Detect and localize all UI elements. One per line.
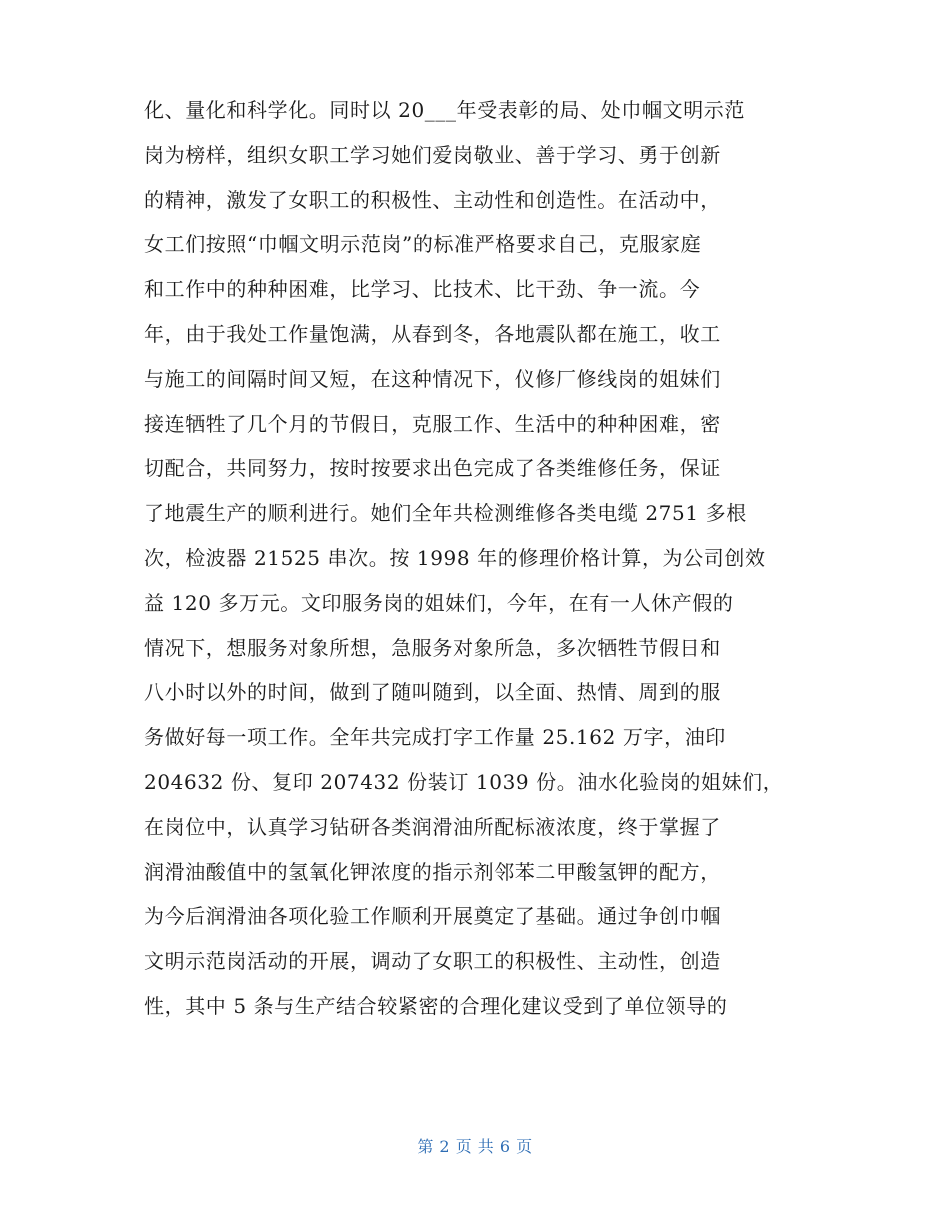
text-line: 在岗位中，认真学习钻研各类润滑油所配标液浓度，终于掌握了 [144,814,721,839]
text-line: 八小时以外的时间，做到了随叫随到，以全面、热情、周到的服 [144,680,721,705]
text-line: 了地震生产的顺利进行。她们全年共检测维修各类电缆 2751 多根 [144,501,747,526]
text-line: 接连牺牲了几个月的节假日，克服工作、生活中的种种困难，密 [144,411,721,436]
text-line: 次，检波器 21525 串次。按 1998 年的修理价格计算，为公司创效 [144,545,766,570]
text-line: 女工们按照“巾帼文明示范岗”的标准严格要求自己，克服家庭 [144,232,702,257]
text-line: 情况下，想服务对象所想，急服务对象所急，多次牺牲节假日和 [144,635,721,660]
text-line: 为今后润滑油各项化验工作顺利开展奠定了基础。通过争创巾帼 [144,904,721,929]
text-line: 务做好每一项工作。全年共完成打字工作量 25.162 万字，油印 [144,725,726,750]
text-line: 的精神，激发了女职工的积极性、主动性和创造性。在活动中， [144,187,721,212]
text-line: 204632 份、复印 207432 份装订 1039 份。油水化验岗的姐妹们， [144,769,784,794]
text-line: 岗为榜样，组织女职工学习她们爱岗敬业、善于学习、勇于创新 [144,142,721,167]
body-paragraph [144,88,824,1029]
text-line: 与施工的间隔时间又短，在这种情况下，仪修厂修线岗的姐妹们 [144,366,721,391]
text-line: 润滑油酸值中的氢氧化钾浓度的指示剂邻苯二甲酸氢钾的配方， [144,859,721,884]
text-line: 文明示范岗活动的开展，调动了女职工的积极性、主动性，创造 [144,949,721,974]
page-footer [0,1134,950,1157]
text-line: 益 120 多万元。文印服务岗的姐妹们，今年，在有一人休产假的 [144,590,734,615]
text-line: 化、量化和科学化。同时以 20___年受表彰的局、处巾帼文明示范 [144,98,746,122]
page-number: 第 2 页 共 6 页 [417,1137,533,1156]
text-line: 性，其中 5 条与生产结合较紧密的合理化建议受到了单位领导的 [144,993,728,1018]
text-line: 和工作中的种种困难，比学习、比技术、比干劲、争一流。今 [144,277,701,302]
text-line: 年，由于我处工作量饱满，从春到冬，各地震队都在施工，收工 [144,321,721,346]
text-line: 切配合，共同努力，按时按要求出色完成了各类维修任务，保证 [144,456,721,481]
